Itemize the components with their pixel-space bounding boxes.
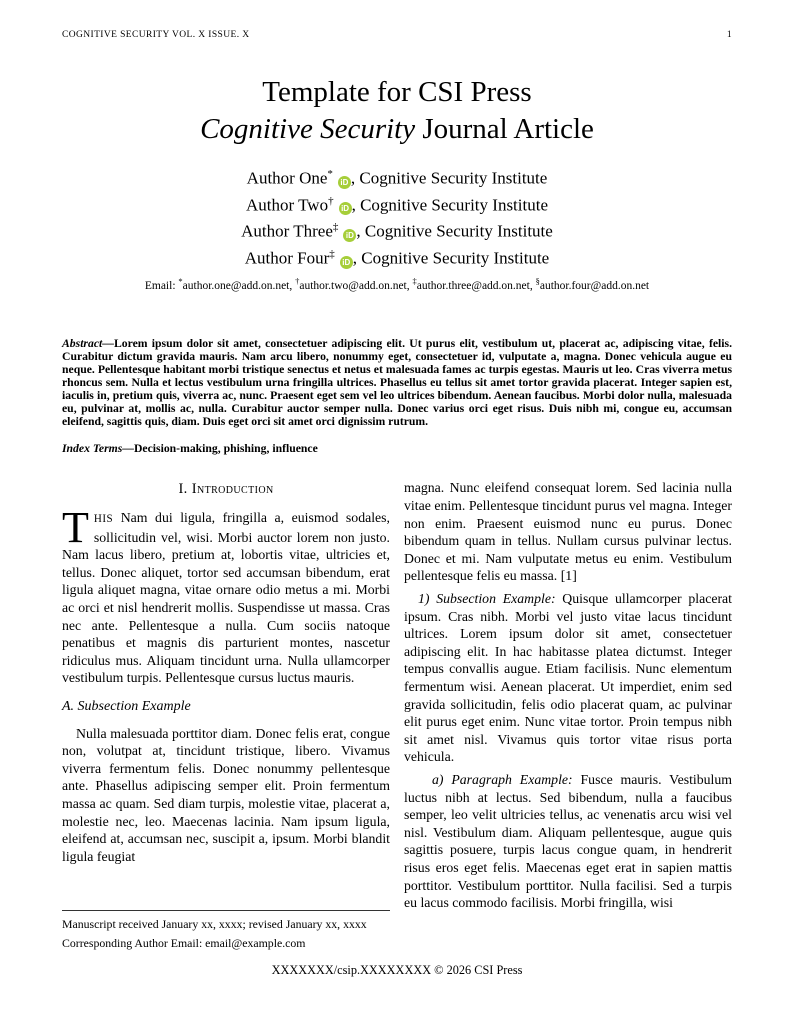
section-heading-introduction: I. Introduction: [178, 481, 274, 498]
author-footnote-mark: *: [327, 168, 333, 180]
email-mark: ‡: [412, 275, 417, 286]
manuscript-received-line: Manuscript received January xx, xxxx; revised January xx, xxxx: [62, 917, 367, 931]
orcid-icon[interactable]: iD: [339, 202, 352, 215]
index-terms-text: Decision-making, phishing, influence: [133, 442, 318, 456]
author-name: Author Three: [241, 221, 333, 241]
paragraph-a: [404, 771, 732, 912]
author-name: Author One: [246, 168, 328, 188]
author-name: Author Two: [246, 195, 329, 215]
author-footnote-mark: ‡: [329, 247, 335, 260]
email-mark: †: [295, 275, 300, 286]
author-name: Author Four: [244, 248, 330, 268]
email-link[interactable]: author.two@add.on.net: [299, 279, 407, 292]
paragraph-a-text: Fusce mauris. Vestibulum luctus nibh at lectus. Sed bibendum, nulla a faucibus semper, leo velit ultricies tellus, ac venenatis arcu wisi vel nisl. Vestibulum diam. Aliquam pellentesque, augue quis sagittis posuere, turpis lacus congue quam, in hendrerit risus eros eget felis. Maecenas eget erat in sapien mattis porttitor. Vestibulum porttitor. Nulla facilisi. Sed a turpis eu lacus commodo facilisis. Morbi fringilla, wisi: [404, 771, 733, 911]
author-affiliation: , Cognitive Security Institute: [352, 248, 550, 268]
email-link[interactable]: author.three@add.on.net: [416, 279, 530, 292]
abstract-text: Lorem ipsum dolor sit amet, consectetuer adipiscing elit. Ut purus elit, vestibulum ut, placerat ac, adipiscing vitae, felis. Curabitur dictum gravida mauris. Nam arcu libero, nonummy eget, consectetuer id, vulputate a, magna. Donec vehicula augue eu neque. Pellentesque habitant morbi tristique senectus et netus et malesuada fames ac turpis egestas. Mauris ut leo. Cras viverra metus rhoncus sem. Nulla et lectus vestibulum urna fringilla ultrices. Phasellus eu tellus sit amet tortor gravida placerat. Integer sapien est, iaculis in, pretium quis, viverra ac, nunc. Praesent eget sem vel leo ultrices bibendum. Aenean faucibus. Morbi dolor nulla, malesuada eu, pulvinar at, mollis ac, nulla. Curabitur auctor semper nulla. Donec varius orci eget risus. Duis nibh mi, congue eu, accumsan eleifend, sagittis quis, diam. Duis eget orci sit amet orci dignissim rutrum.: [62, 337, 732, 429]
body-columns: [62, 479, 732, 911]
subsection-a-paragraph: Nulla malesuada porttitor diam. Donec felis erat, congue non, volutpat at, tincidunt tristique, libero. Vivamus viverra fermentum felis. Donec nonummy pellentesque ante. Phasellus adipiscing semper elit. Proin fermentum massa ac quam. Sed diam turpis, molestie vitae, placerat a, molestie nec, leo. Maecenas lacinia. Nam ipsum ligula, eleifend at, accumsan nec, suscipit a, ipsum. Morbi blandit ligula feugiat: [62, 725, 390, 864]
left-column: [62, 479, 390, 911]
copyright-footer: XXXXXXX/csip.XXXXXXXX © 2026 CSI Press: [271, 963, 523, 977]
author-affiliation: , Cognitive Security Institute: [356, 221, 553, 241]
right-column: [404, 479, 732, 911]
author-footnote-mark: †: [328, 194, 334, 207]
orcid-icon[interactable]: iD: [340, 256, 353, 269]
manuscript-footnote: [62, 910, 390, 954]
index-terms-label: Index Terms—: [62, 442, 134, 456]
author-footnote-mark: ‡: [332, 221, 339, 234]
author-line: [62, 243, 732, 270]
email-prefix: Email:: [144, 279, 179, 292]
running-header: [62, 30, 732, 40]
email-separator: ,: [529, 279, 536, 292]
email-mark: §: [535, 275, 540, 286]
title-line1: Template for CSI Press: [262, 76, 532, 108]
author-line: [62, 216, 732, 243]
email-mark: *: [178, 275, 183, 286]
author-affiliation: , Cognitive Security Institute: [350, 168, 548, 188]
email-separator: ,: [289, 279, 296, 292]
subsection-a-paragraph-continued: magna. Nunc eleifend consequat lorem. Sed lacinia nulla vitae enim. Pellentesque tincidunt purus vel magna. Integer non enim. Praesent euismod nunc eu purus. Donec bibendum quam in tellus. Nullam cursus pulvinar lectus. Donec et mi. Nam vulputate metus eu enim. Vestibulum pellentesque felis eu massa. [1]: [404, 480, 732, 584]
paragraph-a-heading: a) Paragraph Example:: [432, 771, 573, 787]
index-terms: [62, 442, 732, 455]
subsubsection-1-text: Quisque ullamcorper placerat ipsum. Cras nibh. Morbi vel justo vitae lacus tincidunt ultrices. Lorem ipsum dolor sit amet, consectetuer adipiscing elit. In hac habitasse platea dictumst. Integer tempus convallis augue. Etiam facilisis. Nunc elementum fermentum wisi. Aenean placerat. Ut imperdiet, enim sed gravida sollicitudin, felis odio placerat quam, ac pulvinar elit purus eget enim. Nunc vitae tortor. Proin tempus nibh sit amet nisl. Vivamus quis tortor vitae risus porta vehicula.: [404, 591, 732, 765]
subsection-heading-a: A. Subsection Example: [62, 698, 191, 714]
drop-cap: T: [62, 503, 89, 553]
email-line: [62, 276, 732, 292]
corresponding-author-line: Corresponding Author Email: email@example.com: [62, 935, 306, 950]
intro-lead: HIS: [93, 513, 114, 526]
title-line2-rest: Journal Article: [415, 113, 594, 145]
email-link[interactable]: author.four@add.on.net: [539, 279, 650, 292]
orcid-icon[interactable]: iD: [343, 229, 356, 242]
subsubsection-1-paragraph: [404, 590, 732, 766]
author-block: [62, 163, 732, 270]
abstract-label: Abstract—: [62, 337, 114, 351]
author-affiliation: , Cognitive Security Institute: [351, 195, 548, 215]
intro-paragraph: [62, 503, 390, 687]
author-line: [62, 163, 732, 190]
orcid-icon[interactable]: iD: [338, 176, 351, 189]
intro-text: Nam dui ligula, fringilla a, euismod sodales, sollicitudin vel, wisi. Morbi auctor lorem non justo. Nam lacus libero, pretium at, lobortis vitae, ultricies et, tellus. Donec aliquet, tortor sed accumsan bibendum, erat ligula aliquet magna, vitae ornare odio metus a mi. Morbi ac orci et nisl hendrerit mollis. Suspendisse ut massa. Cras nec ante. Pellentesque a nulla. Cum sociis natoque penatibus et magnis dis parturient montes, nascetur ridiculus mus. Aliquam tincidunt urna. Nulla ullamcorper vestibulum turpis. Pellentesque cursus luctus mauris.: [62, 510, 390, 686]
page-number: 1: [726, 30, 732, 40]
journal-name: COGNITIVE SECURITY VOL. X ISSUE. X: [62, 30, 250, 40]
abstract: [62, 337, 732, 428]
title-journal-name: Cognitive Security: [200, 113, 416, 145]
subsubsection-1-heading: 1) Subsection Example:: [418, 591, 556, 607]
author-line: [62, 190, 732, 217]
email-separator: ,: [406, 279, 413, 292]
paper-title: [62, 74, 732, 148]
email-link[interactable]: author.one@add.on.net: [182, 279, 290, 292]
